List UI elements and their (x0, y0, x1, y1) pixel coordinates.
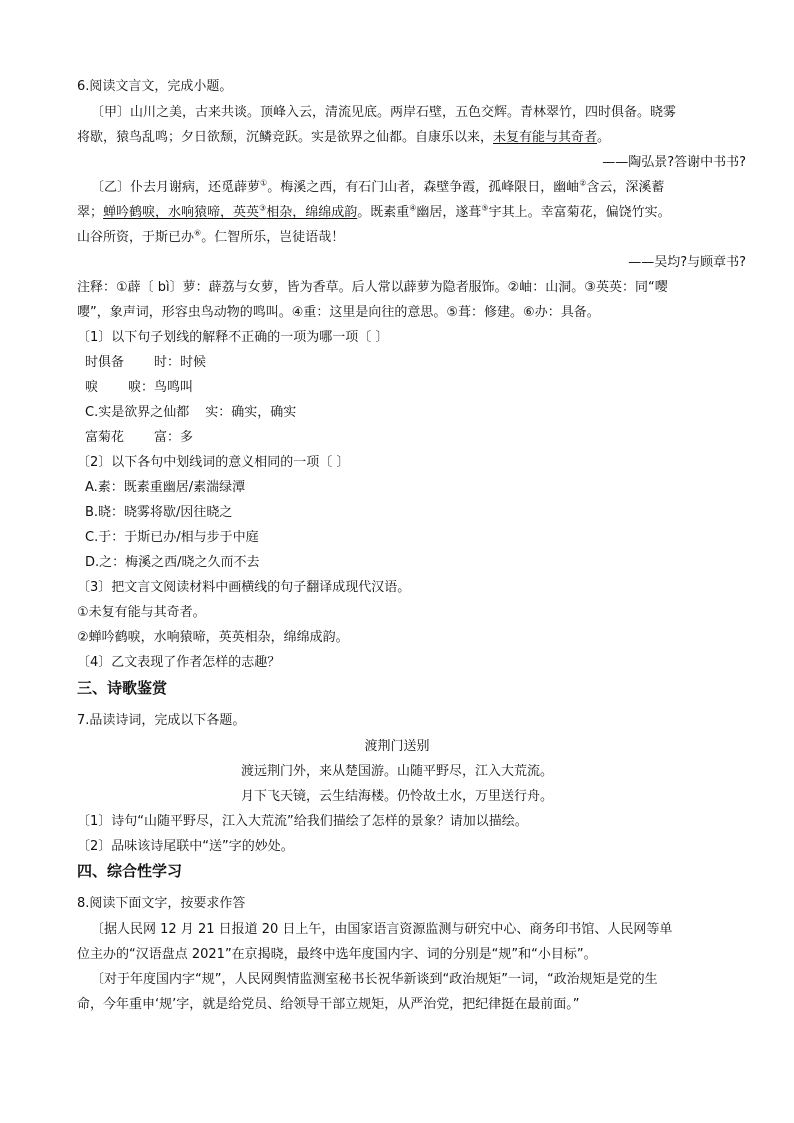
sub2-option-a: A.素：既素重幽居/素湍绿潭 (85, 480, 246, 495)
q8-para1-line1: 〔据人民网 12 月 21 日报道 20 日上午，由国家语言资源监测与研究中心、商务印书馆、人民网等单 (91, 922, 673, 937)
sub3-stem: 〔3〕把文言文阅读材料中画横线的句子翻译成现代汉语。 (77, 580, 411, 595)
jia-text-line1: 〔甲〕山川之美，古来共谈。顶峰入云，清流见底。两岸石壁，五色交辉。青林翠竹，四时俱备。晓雾 (91, 105, 677, 120)
sub2-option-b: B.晓：晓雾将歇/因往晓之 (85, 505, 233, 520)
yi-text-line3: 山谷所资，于斯已办⑥。仁智所乐，岂徒语哉！ (77, 228, 345, 245)
note-marker-2: ② (579, 178, 587, 188)
sub4-stem: 〔4〕乙文表现了作者怎样的志趣？ (77, 655, 281, 670)
jia-text-line2: 将歇，猿鸟乱鸣；夕日欲颓，沉鳞竞跃。实是欲界之仙都。自康乐以来，未复有能与其奇者。 (77, 130, 611, 145)
q7-sub2: 〔2〕品味该诗尾联中“送”字的妙处。 (77, 839, 294, 854)
sub2-option-d: D.之：梅溪之西/晓之久而不去 (85, 555, 260, 570)
sub1-option-d: 富菊花 富：多 (85, 430, 194, 445)
yi-source: ——吴均?与顾章书? (628, 255, 746, 270)
q8-title: 8.阅读下面文字，按要求作答 (77, 896, 246, 911)
sub1-option-b: 唳 唳：鸟鸣叫 (85, 380, 194, 395)
jia-source: ——陶弘景?答谢中书书? (602, 155, 746, 170)
note-marker-1: ① (260, 178, 268, 188)
sub1-stem: 〔1〕以下句子划线的解释不正确的一项为哪一项〔 〕 (77, 330, 389, 345)
sub2-option-c: C.于：于斯已办/相与步于中庭 (85, 530, 259, 545)
q6-title: 6.阅读文言文，完成小题。 (77, 79, 233, 94)
note-marker-4: ④ (409, 203, 417, 213)
q7-title: 7.品读诗词，完成以下各题。 (77, 713, 246, 728)
underlined-sentence-2: 蝉吟鹤唳，水响猿啼，英英③相杂，绵绵成韵 (103, 203, 358, 220)
poem-line1: 渡远荆门外，来从楚国游。山随平野尽，江入大荒流。 (240, 764, 553, 779)
notes-line2: 嘤”，象声词，形容虫鸟动物的鸣叫。④重：这里是向往的意思。⑤葺：修建。⑥办：具备。 (77, 305, 600, 320)
sub2-stem: 〔2〕以下各句中划线词的意义相同的一项〔 〕 (77, 455, 350, 470)
q7-sub1: 〔1〕诗句“山随平野尽，江入大荒流”给我们描绘了怎样的景象？请加以描绘。 (77, 814, 528, 829)
sub1-option-a: 时俱备 时：时候 (85, 355, 207, 370)
sub3-item-1: ①未复有能与其奇者。 (77, 605, 206, 620)
yi-text-line1: 〔乙〕仆去月谢病，还觅薜萝①。梅溪之西，有石门山者，森壁争霞，孤峰限日，幽岫②含云，深溪蓄 (91, 178, 665, 195)
underlined-sentence-1: 未复有能与其奇者 (493, 130, 598, 145)
q8-para1-line2: 位主办的“汉语盘点 2021”在京揭晓，最终中选年度国内字、词的分别是“规”和“小目标”。 (77, 947, 597, 962)
section-heading-comprehensive: 四、综合性学习 (77, 862, 183, 880)
yi-text-line2: 翠；蝉吟鹤唳，水响猿啼，英英③相杂，绵绵成韵。既素重④幽居，遂葺⑤宇其上。幸富菊花，偏饶竹实。 (77, 203, 671, 220)
notes-line1: 注释：①薜〔 bì〕萝：薜荔与女萝，皆为香草。后人常以薜萝为隐者服饰。②岫：山洞。③英英：同“嘤 (77, 280, 668, 295)
sub1-option-c: C.实是欲界之仙都 实：确实，确实 (85, 405, 297, 420)
poem-title: 渡荆门送别 (364, 739, 430, 754)
note-marker-5: ⑤ (481, 203, 489, 213)
sub3-item-2: ②蝉吟鹤唳，水响猿啼，英英相杂，绵绵成韵。 (77, 630, 349, 645)
note-marker-3: ③ (259, 203, 267, 213)
section-heading-poetry: 三、诗歌鉴赏 (77, 679, 168, 697)
note-marker-6: ⑥ (194, 228, 202, 238)
q8-para2-line2: 命，今年重申‘规’字，就是给党员、给领导干部立规矩，从严治党，把纪律挺在最前面。” (77, 997, 580, 1012)
q8-para2-line1: 〔对于年度国内字“规”，人民网舆情监测室秘书长祝华新谈到“政治规矩”一词，“政治规矩是党的生 (91, 972, 658, 987)
poem-line2: 月下飞天镜，云生结海楼。仍怜故土水，万里送行舟。 (240, 789, 553, 804)
